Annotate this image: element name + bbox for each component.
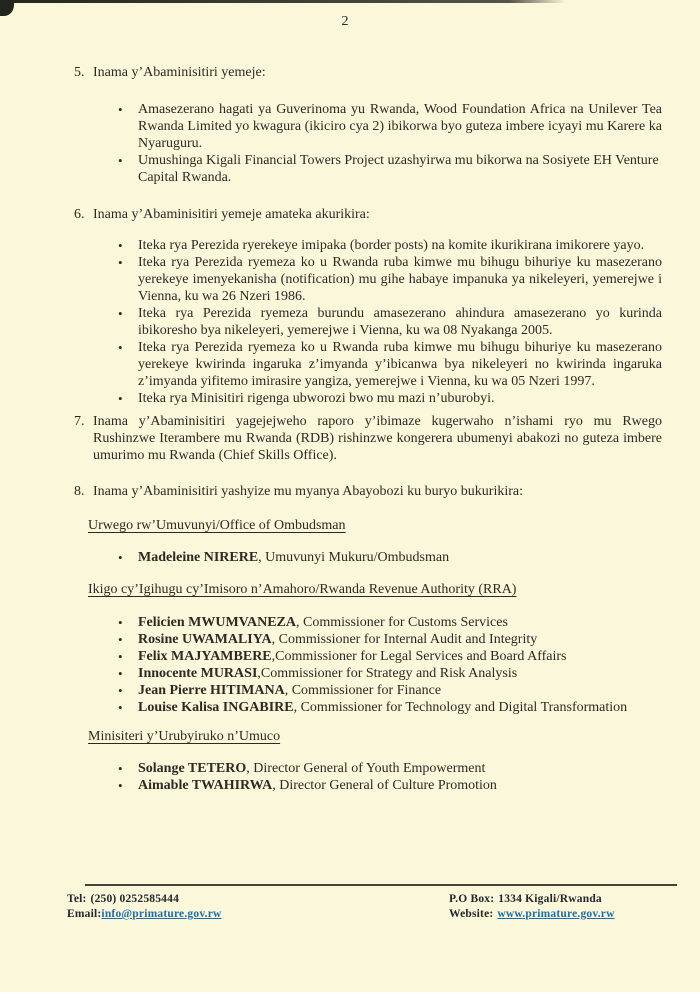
- footer-contact-right: [449, 892, 615, 922]
- item-number: 5.: [74, 65, 85, 80]
- item-text: Inama y’Abaminisitiri yashyize mu myanya Abayobozi ku buryo bukurikira:: [93, 484, 524, 499]
- person-role: , Commissioner for Finance: [284, 683, 442, 698]
- numbered-item-5: [74, 64, 662, 81]
- bullet-text: Amasezerano hagati ya Guverinoma yu Rwanda, Wood Foundation Africa na Unilever Tea Rwanda Limited yo kwagura (ikiciro cya 2) ibikorwa byo guteza imbere icyayi mu Karere ka Nyaruguru.: [138, 102, 662, 151]
- item-text: Inama y’Abaminisitiri yagejejweho raporo y’ibimaze kugerwaho n’ishami ryo mu Rwego Rushinzwe Iterambere mu Rwanda (RDB) rishinzwe kongerera ubumenyi abakozi no guteza imbere umurimo mu Rwanda (Chief Skills Office).: [93, 414, 662, 463]
- bullet-item: [118, 339, 662, 390]
- bullet-marker: •: [118, 761, 123, 776]
- bullet-item: [118, 237, 662, 254]
- bullet-text: Iteka rya Minisitiri rigenga ubworozi bwo mu mazi n’uburobyi.: [138, 391, 495, 406]
- tel-label: Tel:: [67, 893, 87, 905]
- section-heading-rra: Ikigo cy’Igihugu cy’Imisoro n’Amahoro/Rwanda Revenue Authority (RRA): [88, 582, 517, 597]
- scan-artifact-bottom-strip: [0, 992, 700, 998]
- person-item: [118, 682, 662, 699]
- bullet-text: Iteka rya Perezida ryemeza ko u Rwanda ruba kimwe mu bihugu bihuriye ku masezerano yerekeye imenyekanisha (notification) mu gihe habaye impanuka ya nikeleyeri, yemerejwe i Vienna, ku wa 26 Nzeri 1986.: [138, 255, 662, 304]
- item-number: 8.: [74, 484, 85, 499]
- person-item: [118, 777, 662, 794]
- item-number: 7.: [74, 414, 85, 429]
- person-role: ,Commissioner for Strategy and Risk Analysis: [257, 666, 518, 681]
- bullet-marker: •: [118, 153, 123, 168]
- person-name: Aimable TWAHIRWA: [138, 778, 273, 793]
- person-item: [118, 665, 662, 682]
- person-name: Madeleine NIRERE: [138, 550, 259, 565]
- item-5-bullets: [74, 101, 662, 186]
- person-role: , Commissioner for Internal Audit and Integrity: [271, 632, 538, 647]
- scan-artifact-top-edge: [0, 0, 566, 3]
- bullet-marker: •: [118, 683, 123, 698]
- person-name: Felix MAJYAMBERE: [138, 649, 272, 664]
- pobox-value: 1334 Kigali/Rwanda: [498, 893, 602, 905]
- person-name: Solange TETERO: [138, 761, 247, 776]
- bullet-item: [118, 152, 662, 186]
- numbered-item-8: [74, 483, 662, 500]
- person-name: Innocente MURASI: [138, 666, 258, 681]
- footer-pobox-line: [449, 892, 615, 907]
- bullet-marker: •: [118, 550, 123, 565]
- bullet-text: Iteka rya Perezida ryemeza burundu amasezerano ahindura amasezerano yo kurinda ibikoresho bya nikeleyeri, yemerejwe i Vienna, ku wa 08 Nyakanga 2005.: [138, 306, 662, 338]
- document-body: [74, 64, 662, 794]
- bullet-marker: •: [118, 102, 123, 117]
- bullet-item: [118, 390, 662, 407]
- bullet-marker: •: [118, 632, 123, 647]
- person-name: Jean Pierre HITIMANA: [138, 683, 285, 698]
- bullet-marker: •: [118, 700, 123, 715]
- bullet-marker: •: [118, 340, 123, 355]
- section-heading-ombudsman: Urwego rw’Umuvunyi/Office of Ombudsman: [88, 518, 346, 533]
- bullet-text: Iteka rya Perezida ryemeza ko u Rwanda ruba kimwe mu bihugu bihuriye ku masezerano yerekeye kwirinda ingaruka z’imyanda y’ibicanwa bya nikeleyeri no kwirinda ingaruka z’imyanda yifitemo imirasire yangiza, yemerejwe i Vienna, ku wa 05 Nzeri 1997.: [138, 340, 662, 389]
- youth-culture-people: [74, 760, 662, 794]
- person-name: Rosine UWAMALIYA: [138, 632, 272, 647]
- bullet-marker: •: [118, 238, 123, 253]
- pobox-label: P.O Box:: [449, 893, 495, 905]
- website-link[interactable]: www.primature.gov.rw: [497, 908, 615, 920]
- person-role: , Umuvunyi Mukuru/Ombudsman: [258, 550, 450, 565]
- rra-people: [74, 614, 662, 716]
- person-item: [118, 648, 662, 665]
- item-6-bullets: [74, 237, 662, 407]
- footer-website-line: [449, 907, 615, 922]
- item-number: 6.: [74, 207, 85, 222]
- footer-email-line: [67, 907, 222, 922]
- ombudsman-people: [74, 549, 662, 566]
- footer-tel-line: [67, 892, 222, 907]
- bullet-marker: •: [118, 649, 123, 664]
- person-item: [118, 549, 662, 566]
- item-text: Inama y’Abaminisitiri yemeje amateka akurikira:: [93, 207, 370, 222]
- person-role: , Commissioner for Technology and Digital Transformation: [293, 700, 628, 715]
- page-number: 2: [341, 14, 349, 29]
- person-name: Felicien MWUMVANEZA: [138, 615, 296, 630]
- person-role: ,Commissioner for Legal Services and Board Affairs: [271, 649, 567, 664]
- bullet-item: [118, 305, 662, 339]
- person-role: , Director General of Youth Empowerment: [246, 761, 486, 776]
- numbered-item-7: [74, 413, 662, 464]
- bullet-text: Iteka rya Perezida ryerekeye imipaka (border posts) na komite ikurikirana imikorere yayo.: [138, 238, 645, 253]
- item-text: Inama y’Abaminisitiri yemeje:: [93, 65, 266, 80]
- person-item: [118, 614, 662, 631]
- person-role: , Commissioner for Customs Services: [296, 615, 508, 630]
- email-link[interactable]: info@primature.gov.rw: [101, 908, 222, 920]
- bullet-item: [118, 254, 662, 305]
- person-name: Louise Kalisa INGABIRE: [138, 700, 294, 715]
- person-item: [118, 699, 662, 716]
- bullet-item: [118, 101, 662, 152]
- footer-contact-left: [67, 892, 222, 922]
- email-label: Email:: [67, 908, 102, 920]
- footer-divider: [85, 884, 677, 886]
- numbered-item-6: [74, 206, 662, 223]
- bullet-marker: •: [118, 391, 123, 406]
- bullet-marker: •: [118, 666, 123, 681]
- section-heading-youth-culture: Minisiteri y’Urubyiruko n’Umuco: [88, 729, 281, 744]
- bullet-marker: •: [118, 255, 123, 270]
- website-label: Website:: [449, 908, 494, 920]
- bullet-marker: •: [118, 778, 123, 793]
- tel-value: (250) 0252585444: [90, 893, 180, 905]
- bullet-marker: •: [118, 306, 123, 321]
- person-item: [118, 760, 662, 777]
- person-item: [118, 631, 662, 648]
- person-role: , Director General of Culture Promotion: [272, 778, 497, 793]
- bullet-text: Umushinga Kigali Financial Towers Project uzashyirwa mu bikorwa na Sosiyete EH Venture Capital Rwanda.: [138, 153, 659, 185]
- bullet-marker: •: [118, 615, 123, 630]
